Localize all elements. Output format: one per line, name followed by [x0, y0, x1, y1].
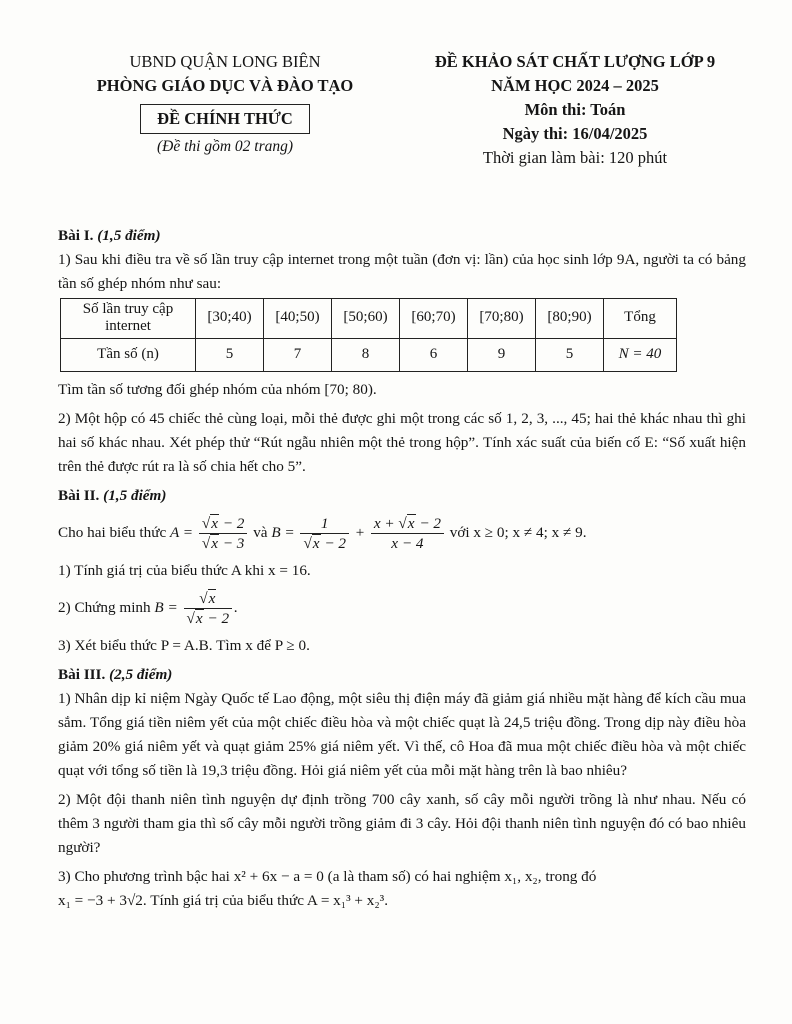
official-label: ĐỀ CHÍNH THỨC [140, 104, 310, 134]
table-cell-frequency: 8 [332, 338, 400, 371]
section-2-expressions [58, 514, 746, 553]
section-2-points: (1,5 điểm) [103, 486, 167, 504]
table-cell-frequency: 6 [400, 338, 468, 371]
fraction: $\frac{√x}{√x - 2}$ [184, 589, 233, 628]
exam-date: Ngày thi: 16/04/2025 [502, 123, 648, 143]
expr-b-proof: B = $\frac{√x}{√x - 2}$ . [154, 589, 238, 627]
school-year: NĂM HỌC 2024 – 2025 [491, 75, 659, 95]
exam-content [58, 218, 746, 913]
section-2-intro: Cho hai biểu thức [58, 523, 167, 541]
exam-title: ĐỀ KHẢO SÁT CHẤT LƯỢNG LỚP 9 [434, 52, 716, 71]
and-text: và [253, 523, 268, 541]
section-2-q1: 1) Tính giá trị của biểu thức A khi x = 16. [58, 561, 311, 579]
section-2-title: Bài II. [58, 486, 100, 504]
subject: Môn thi: Toán [524, 99, 626, 119]
expr-b: B = $\frac{1}{√x - 2}$ + $\frac{x + √x - 2}{x - 4}$ [271, 524, 449, 541]
org-line-1: UBND QUẬN LONG BIÊN [129, 52, 321, 71]
section-3-q1: 1) Nhân dịp kỉ niệm Ngày Quốc tế Lao động, một siêu thị điện máy đã giảm giá nhiều mặt hàng để kích cầu mua sắm. Tổng giá tiền niêm yết của một chiếc điều hòa và một chiếc quạt là 24,5 triệu đồng. Trong dịp này điều hòa giảm 20% giá niêm yết và quạt giảm 25% giá niêm yết. Vì thế, cô Hoa đã mua một chiếc điều hòa và một chiếc quạt với tổng số tiền là 19,3 triệu đồng. Hỏi giá niêm yết của mỗi mặt hàng trên là bao nhiêu? [58, 689, 746, 779]
section-3-points: (2,5 điểm) [109, 665, 173, 683]
pages-note: (Đề thi gồm 02 trang) [156, 137, 294, 155]
section-3-q3-line1: 3) Cho phương trình bậc hai x² + 6x − a = 0 (a là tham số) có hai nghiệm x₁, x₂, trong đó [58, 867, 597, 885]
duration: Thời gian làm bài: 120 phút [482, 147, 668, 167]
section-1-title: Bài I. [58, 227, 94, 244]
section-3-q3-line2: x₁ = −3 + 3√2. Tính giá trị của biểu thức A = x₁³ + x₂³. [58, 891, 389, 909]
section-3-heading [58, 663, 746, 687]
section-1-q1-ask: Tìm tần số tương đối ghép nhóm của nhóm [70; 80). [58, 380, 377, 398]
expr-a: A = $\frac{√x - 2}{√x - 3}$ [170, 524, 253, 541]
frequency-table [60, 298, 677, 372]
table-cell-frequency: 7 [264, 338, 332, 371]
condition: với x ≥ 0; x ≠ 4; x ≠ 9. [449, 523, 587, 541]
table-row-header: Tần số (n) [61, 338, 196, 371]
fraction: $\frac{1}{√x - 2}$ [300, 514, 349, 553]
section-3-q2: 2) Một đội thanh niên tình nguyện dự định trồng 700 cây xanh, số cây mỗi người trồng là như nhau. Nếu có thêm 3 người tham gia thì số cây mỗi người trồng giảm đi 3 cây. Hỏi đội thanh niên tình nguyện đó có bao nhiêu người? [58, 790, 746, 856]
section-1-heading [58, 224, 746, 248]
table-cell-group: [40;50) [264, 299, 332, 339]
header-left [60, 50, 390, 158]
header-right [395, 50, 755, 170]
section-1-q2: 2) Một hộp có 45 chiếc thẻ cùng loại, mỗi thẻ được ghi một trong các số 1, 2, 3, ..., 45; hai thẻ khác nhau thì ghi hai số khác nhau. Xét phép thử “Rút ngẫu nhiên một thẻ trong hộp”. Tính xác suất của biến cố E: “Số xuất hiện trên thẻ được rút ra là số chia hết cho 5”. [58, 409, 746, 475]
table-cell-frequency: 5 [536, 338, 604, 371]
section-1-q1-intro: 1) Sau khi điều tra về số lần truy cập internet trong một tuần (đơn vị: lần) của học sinh lớp 9A, người ta có bảng tần số ghép nhóm như sau: [58, 251, 746, 293]
section-1-points: (1,5 điểm) [97, 227, 161, 244]
table-row [61, 299, 677, 339]
section-3-title: Bài III. [58, 665, 106, 683]
org-line-2: PHÒNG GIÁO DỤC VÀ ĐÀO TẠO [96, 75, 354, 95]
table-total-value: N = 40 [604, 338, 677, 371]
table-cell-group: [60;70) [400, 299, 468, 339]
table-cell-group: [50;60) [332, 299, 400, 339]
table-cell-frequency: 9 [468, 338, 536, 371]
section-2-q3: 3) Xét biểu thức P = A.B. Tìm x để P ≥ 0. [58, 636, 310, 654]
table-cell-group: [30;40) [196, 299, 264, 339]
table-row [61, 338, 677, 371]
section-2-q2-text: 2) Chứng minh [58, 598, 151, 616]
fraction: $\frac{x + √x - 2}{x - 4}$ [371, 514, 444, 553]
section-2-heading [58, 484, 746, 508]
table-row-header: Số lần truy cập internet [61, 299, 196, 339]
table-cell-frequency: 5 [196, 338, 264, 371]
section-2-q2 [58, 589, 746, 628]
table-cell-group: [80;90) [536, 299, 604, 339]
fraction: $\frac{√x - 2}{√x - 3}$ [199, 514, 248, 553]
table-total-label: Tổng [604, 299, 677, 339]
table-cell-group: [70;80) [468, 299, 536, 339]
